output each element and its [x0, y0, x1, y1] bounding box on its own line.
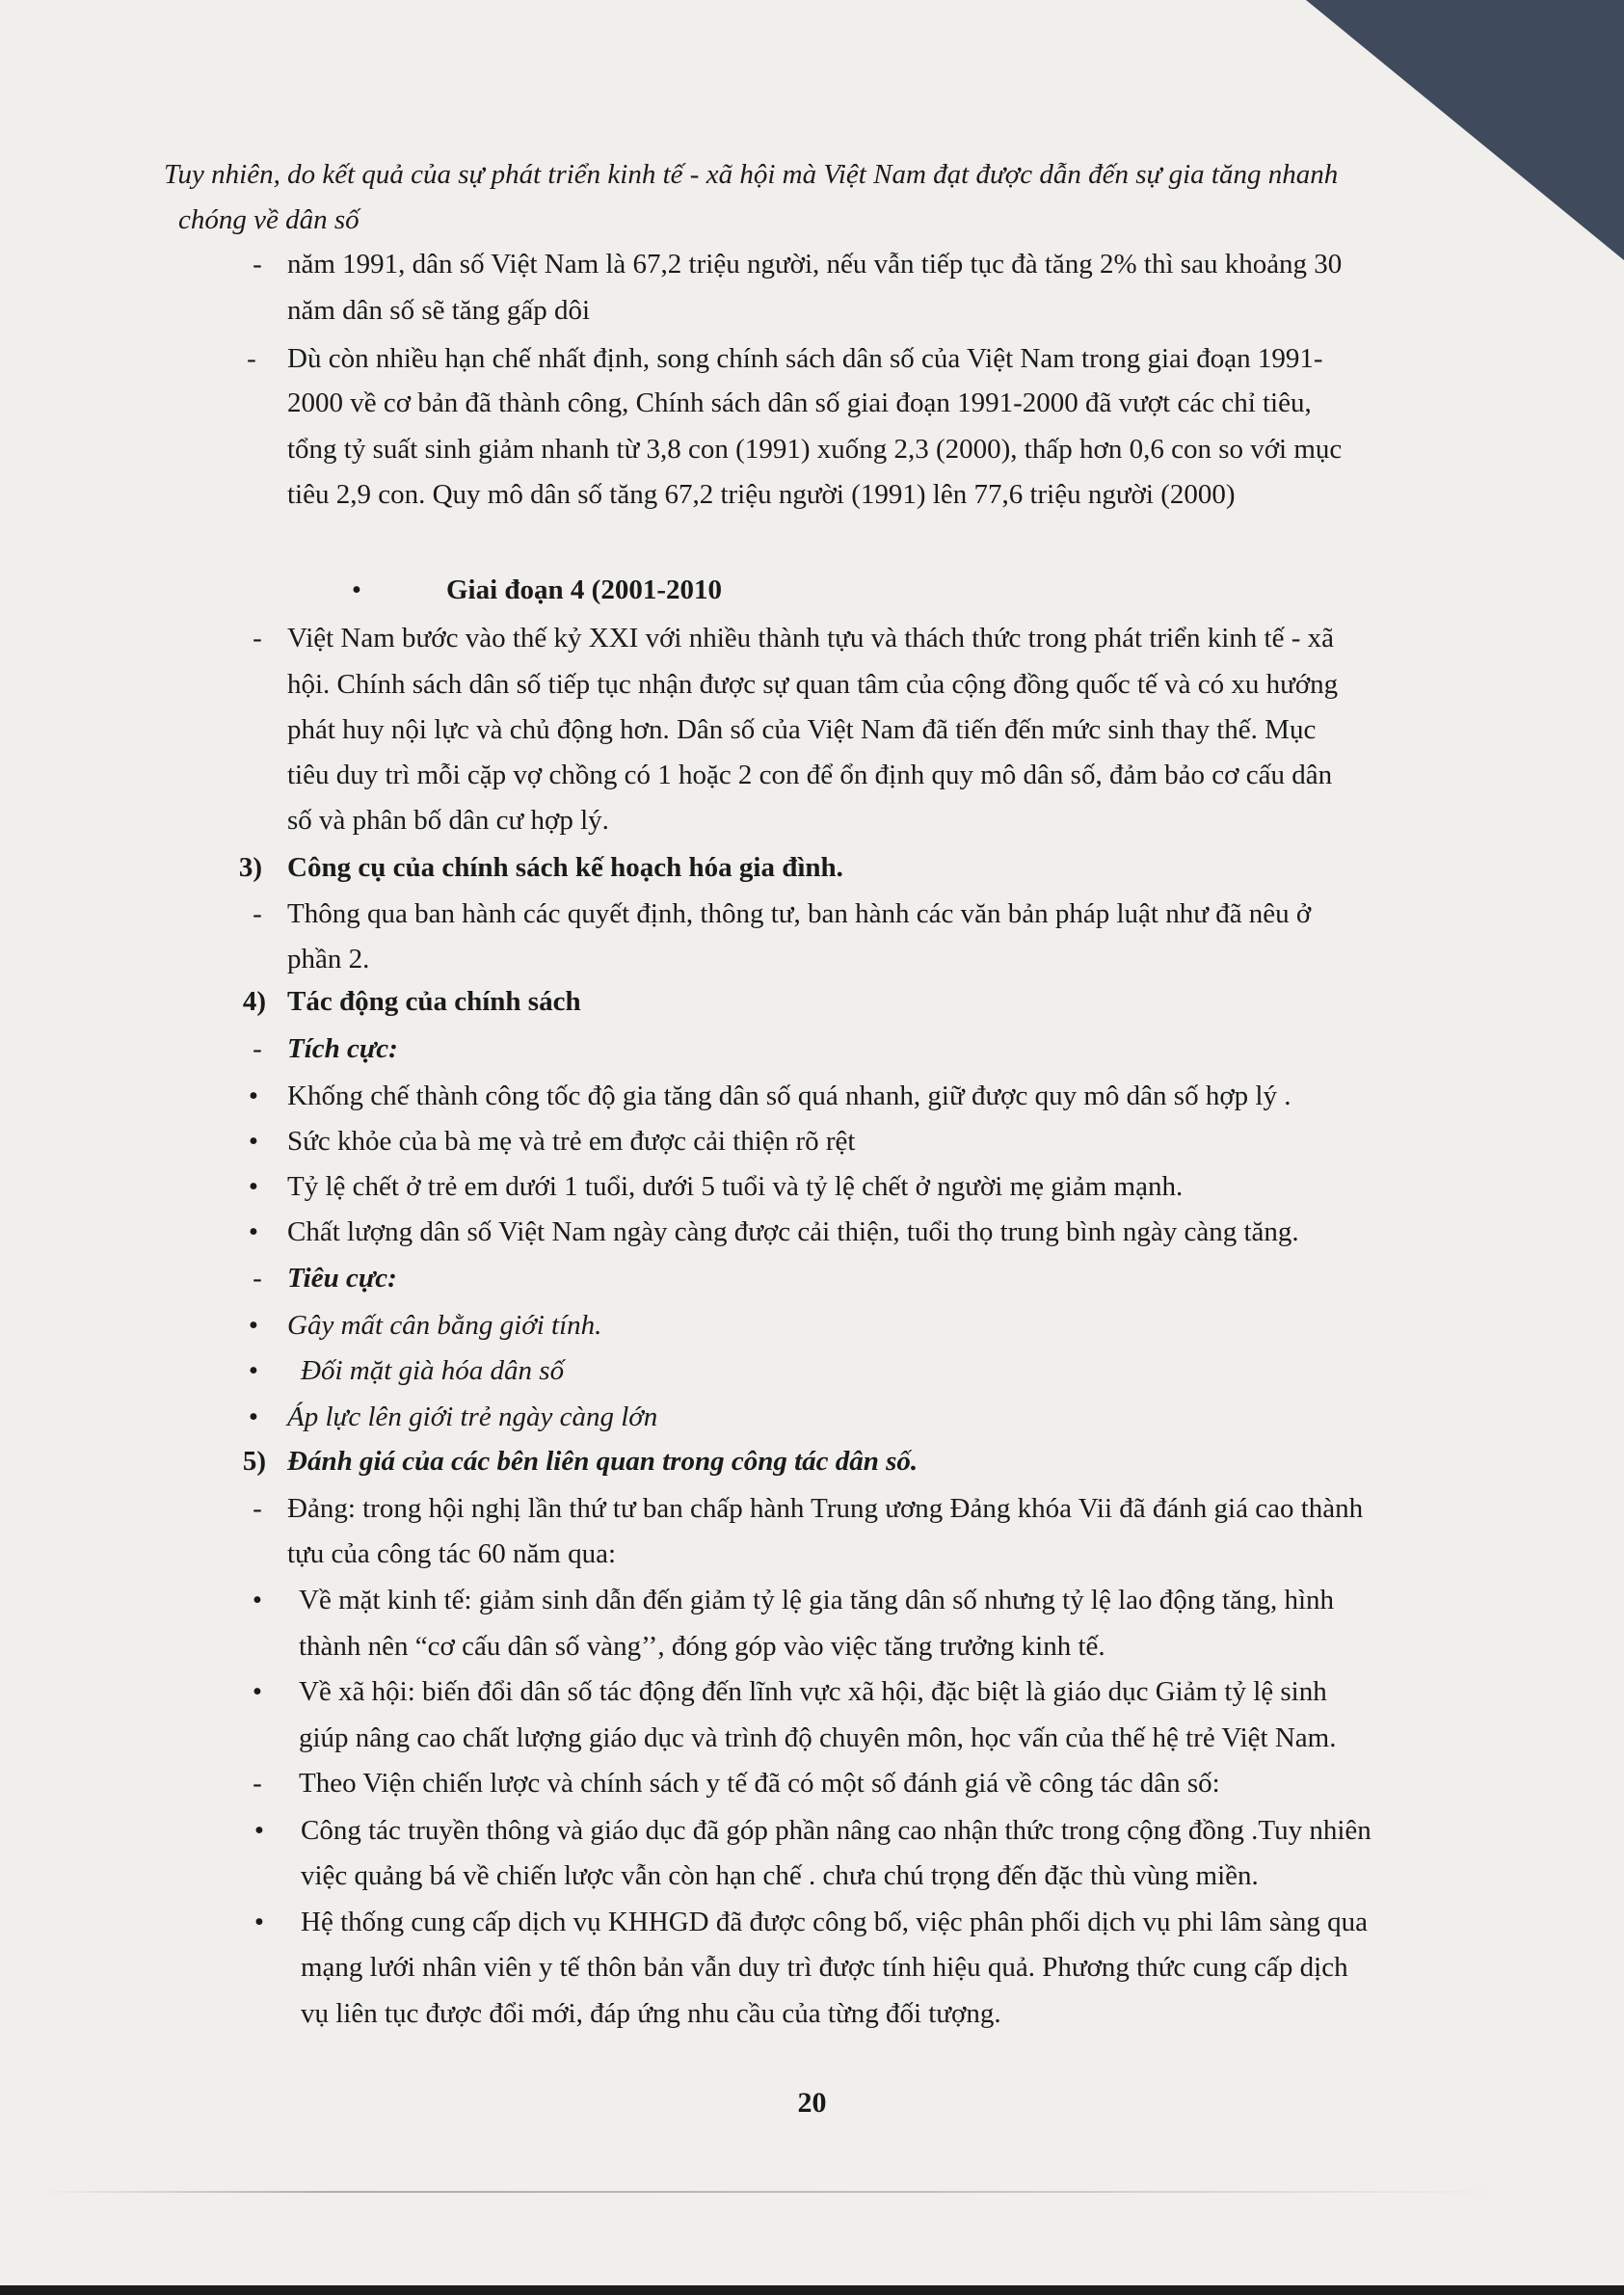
dash-marker: -	[253, 1768, 262, 1799]
section-heading: Đánh giá của các bên liên quan trong công tác dân số.	[287, 1446, 918, 1477]
text-line: mạng lưới nhân viên y tế thôn bản vẫn duy trì được tính hiệu quả. Phương thức cung cấp dịch	[301, 1952, 1348, 1983]
section-number: 4)	[242, 986, 267, 1017]
bullet-marker: •	[253, 1815, 265, 1846]
text-line: Sức khỏe của bà mẹ và trẻ em được cải thiện rõ rệt	[287, 1126, 856, 1157]
text-line: Chất lượng dân số Việt Nam ngày càng được cải thiện, tuổi thọ trung bình ngày càng tăng.	[287, 1216, 1299, 1247]
text-line: hội. Chính sách dân số tiếp tục nhận được sự quan tâm của cộng đồng quốc tế và có xu hướng	[287, 669, 1339, 700]
section-heading: Tác động của chính sách	[287, 986, 581, 1017]
subheading: Tiêu cực:	[287, 1263, 397, 1294]
text-line: Đối mặt già hóa dân số	[301, 1355, 565, 1386]
text-line: Công tác truyền thông và giáo dục đã góp phần nâng cao nhận thức trong cộng đồng .Tuy nhiên	[301, 1815, 1371, 1846]
scan-corner-shadow	[1306, 0, 1624, 260]
text-line: chóng về dân số	[178, 204, 359, 235]
section-heading: Giai đoạn 4 (2001-2010	[446, 574, 722, 605]
text-line: Áp lực lên giới trẻ ngày càng lớn	[287, 1401, 658, 1432]
text-line: phát huy nội lực và chủ động hơn. Dân số của Việt Nam đã tiến đến mức sinh thay thế. Mục	[287, 714, 1317, 745]
bullet-marker: •	[253, 1907, 265, 1937]
bullet-marker: •	[252, 1585, 263, 1615]
bullet-marker: •	[248, 1216, 259, 1247]
text-line: tiêu 2,9 con. Quy mô dân số tăng 67,2 triệu người (1991) lên 77,6 triệu người (2000)	[287, 479, 1236, 510]
text-line: Về xã hội: biến đổi dân số tác động đến lĩnh vực xã hội, đặc biệt là giáo dục Giảm tỷ lệ sinh	[299, 1676, 1327, 1707]
text-line: Theo Viện chiến lược và chính sách y tế đã có một số đánh giá về công tác dân số:	[299, 1768, 1220, 1799]
text-line: Hệ thống cung cấp dịch vụ KHHGD đã được công bố, việc phân phối dịch vụ phi lâm sàng qua	[301, 1907, 1369, 1937]
dash-marker: -	[253, 1263, 262, 1294]
text-line: Việt Nam bước vào thế kỷ XXI với nhiều thành tựu và thách thức trong phát triển kinh tế - xã	[287, 623, 1334, 654]
text-line: tựu của công tác 60 năm qua:	[287, 1538, 617, 1569]
text-line: Về mặt kinh tế: giảm sinh dẫn đến giảm tỷ lệ gia tăng dân số nhưng tỷ lệ lao động tăng, hình	[299, 1585, 1335, 1615]
bullet-marker: •	[248, 1081, 259, 1111]
bullet-marker: •	[252, 1676, 263, 1707]
text-line: phần 2.	[287, 944, 370, 974]
dash-marker: -	[247, 343, 256, 374]
text-line: Thông qua ban hành các quyết định, thông tư, ban hành các văn bản pháp luật như đã nêu ở	[287, 898, 1312, 929]
text-line: Khống chế thành công tốc độ gia tăng dân số quá nhanh, giữ được quy mô dân số hợp lý .	[287, 1081, 1291, 1111]
text-line: năm 1991, dân số Việt Nam là 67,2 triệu người, nếu vẫn tiếp tục đà tăng 2% thì sau khoảng 30	[287, 249, 1343, 280]
text-line: thành nên “cơ cấu dân số vàng’’, đóng góp vào việc tăng trưởng kinh tế.	[299, 1631, 1105, 1662]
scan-bottom-strip	[0, 2285, 1624, 2295]
section-number: 3)	[238, 852, 263, 883]
text-line: Tỷ lệ chết ở trẻ em dưới 1 tuổi, dưới 5 tuổi và tỷ lệ chết ở người mẹ giảm mạnh.	[287, 1171, 1184, 1202]
section-number: 5)	[242, 1446, 267, 1477]
section-heading: Công cụ của chính sách kế hoạch hóa gia đình.	[287, 852, 843, 883]
text-line: việc quảng bá về chiến lược vẫn còn hạn chế . chưa chú trọng đến đặc thù vùng miền.	[301, 1860, 1259, 1891]
text-line: vụ liên tục được đổi mới, đáp ứng nhu cầu của từng đối tượng.	[301, 1998, 1001, 2029]
bullet-marker: •	[351, 574, 362, 605]
dash-marker: -	[253, 623, 262, 654]
scan-edge-line	[39, 2191, 1508, 2193]
text-line: Tuy nhiên, do kết quả của sự phát triển kinh tế - xã hội mà Việt Nam đạt được dẫn đến sự gia tăng nhanh	[164, 159, 1339, 190]
text-line: tổng tỷ suất sinh giảm nhanh từ 3,8 con (1991) xuống 2,3 (2000), thấp hơn 0,6 con so với mục	[287, 434, 1343, 465]
dash-marker: -	[253, 249, 262, 280]
bullet-marker: •	[248, 1355, 259, 1386]
text-line: tiêu duy trì mỗi cặp vợ chồng có 1 hoặc 2 con để ổn định quy mô dân số, đảm bảo cơ cấu dân	[287, 760, 1333, 790]
text-line: Gây mất cân bằng giới tính.	[287, 1310, 602, 1341]
dash-marker: -	[253, 1493, 262, 1524]
dash-marker: -	[253, 898, 262, 929]
bullet-marker: •	[248, 1171, 259, 1202]
dash-marker: -	[253, 1033, 262, 1064]
text-line: giúp nâng cao chất lượng giáo dục và trình độ chuyên môn, học vấn của thế hệ trẻ Việt Nam.	[299, 1722, 1337, 1753]
bullet-marker: •	[248, 1126, 259, 1157]
subheading: Tích cực:	[287, 1033, 398, 1064]
text-line: năm dân số sẽ tăng gấp dôi	[287, 295, 591, 326]
bullet-marker: •	[248, 1310, 259, 1341]
bullet-marker: •	[248, 1401, 259, 1432]
text-line: Đảng: trong hội nghị lần thứ tư ban chấp hành Trung ương Đảng khóa Vii đã đánh giá cao thành	[287, 1493, 1364, 1524]
text-line: số và phân bố dân cư hợp lý.	[287, 805, 609, 836]
page-number: 20	[797, 2087, 827, 2119]
text-line: 2000 về cơ bản đã thành công, Chính sách dân số giai đoạn 1991-2000 đã vượt các chỉ tiêu,	[287, 387, 1312, 418]
text-line: Dù còn nhiều hạn chế nhất định, song chính sách dân số của Việt Nam trong giai đoạn 1991-	[287, 343, 1323, 374]
